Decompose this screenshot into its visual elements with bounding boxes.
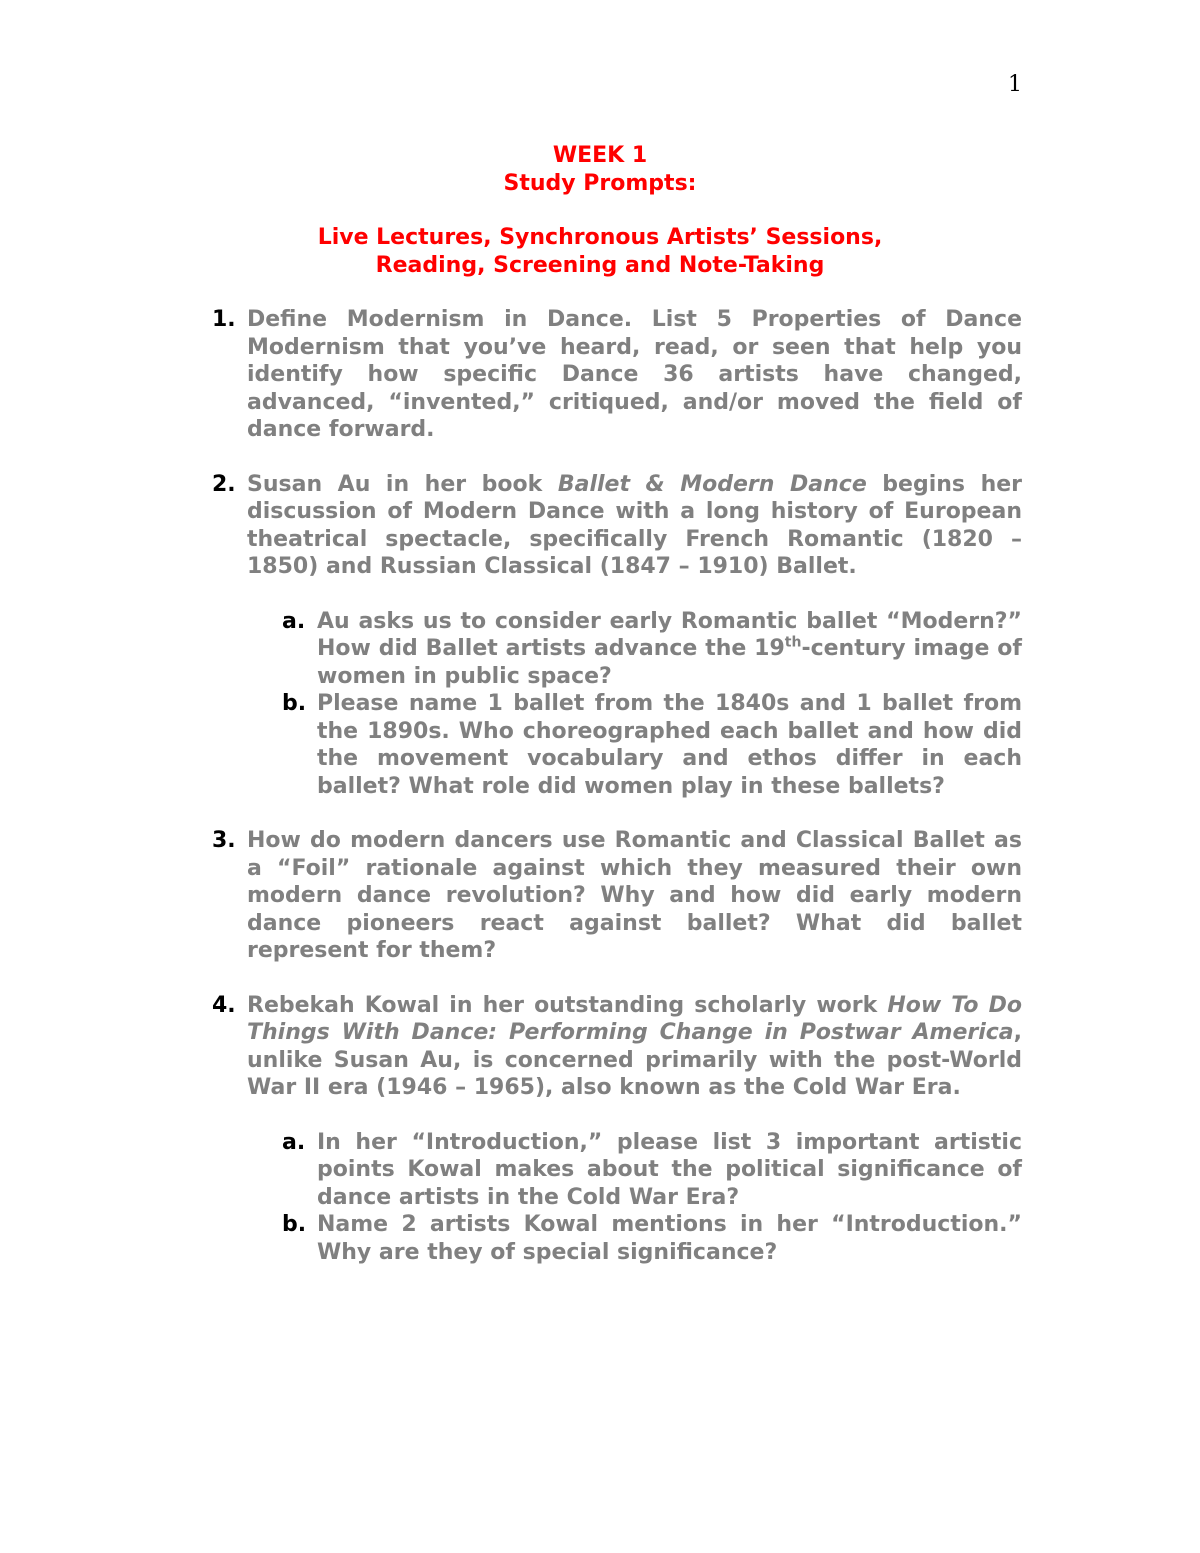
prompt-text-part: Rebekah Kowal in her outstanding scholarly work: [247, 992, 888, 1018]
page-number: 1: [1008, 72, 1022, 97]
sub-prompt-letter: b.: [282, 1212, 307, 1237]
sub-prompt-text-part: Au asks us to consider early Romantic ballet “Modern?” How did Ballet artists advance the 19: [317, 608, 1022, 661]
sub-prompt-list: [282, 608, 1022, 801]
sub-prompt-letter: b.: [282, 691, 307, 716]
prompt-number: 4.: [212, 992, 236, 1018]
prompt-item-2: [212, 471, 1022, 801]
prompt-list: [212, 306, 1022, 1293]
header-line-1: Live Lectures, Synchronous Artists’ Sessions,: [317, 225, 883, 250]
prompt-text-part: begins her discussion of Modern Dance with a long history of European theatrical spectacle, specifically French Romantic (1820 – 1850) and Russian Classical (1847 – 1910) Ballet.: [247, 471, 1023, 579]
sub-prompt-text: In her “Introduction,” please list 3 important artistic points Kowal makes about the political significance of dance artists in the Cold War Era?: [317, 1129, 1022, 1210]
prompt-text-part: Susan Au in her book: [247, 471, 558, 497]
prompt-item-4: [212, 992, 1022, 1267]
prompt-item-3: [212, 827, 1022, 965]
sub-prompt-text: [317, 608, 1022, 691]
prompt-number: 3.: [212, 828, 236, 853]
sub-prompt-letter: a.: [282, 1129, 306, 1155]
document-header: [0, 142, 1200, 279]
prompt-text: [247, 992, 1022, 1102]
prompt-text: Define Modernism in Dance. List 5 Properties of Dance Modernism that you’ve heard, read, or seen that help you identify how specific Dance 36 artists have changed, advanced, “invented,” critiqued, and/or moved the field of dance forward.: [247, 307, 1022, 442]
sub-prompt-text-part: -century image of women in public space?: [317, 636, 1022, 689]
sub-prompt-b: [282, 1211, 1022, 1266]
sub-prompt-a: [282, 608, 1022, 691]
book-title: How To Do Things With Dance: Performing Change in Postwar America: [247, 992, 1022, 1045]
prompt-item-1: [212, 306, 1022, 444]
superscript: th: [784, 634, 802, 651]
prompt-text: How do modern dancers use Romantic and Classical Ballet as a “Foil” rationale against which they measured their own modern dance revolution? Why and how did early modern dance pioneers react against ballet? What did ballet represent for them?: [247, 828, 1022, 963]
sub-prompt-text: Name 2 artists Kowal mentions in her “Introduction.” Why are they of special significance?: [317, 1212, 1022, 1265]
sub-prompt-b: [282, 690, 1022, 800]
book-title: Ballet & Modern Dance: [557, 471, 867, 497]
study-prompts-title: Study Prompts:: [503, 170, 697, 196]
sub-prompt-letter: a.: [282, 608, 306, 634]
week-title: WEEK 1: [552, 143, 648, 168]
header-line-2: Reading, Screening and Note-Taking: [375, 252, 825, 278]
sub-prompt-text: Please name 1 ballet from the 1840s and 1 ballet from the 1890s. Who choreographed each ballet and how did the movement vocabulary and ethos differ in each ballet? What role did women play in these ballets?: [317, 691, 1022, 799]
sub-prompt-list: [282, 1129, 1022, 1267]
prompt-text: [247, 471, 1022, 581]
sub-prompt-a: [282, 1129, 1022, 1212]
prompt-number: 2.: [212, 471, 236, 497]
prompt-text-part: , unlike Susan Au, is concerned primarily with the post-World War II era (1946 – 1965), also known as the Cold War Era.: [247, 1020, 1022, 1100]
prompt-number: 1.: [212, 307, 236, 332]
